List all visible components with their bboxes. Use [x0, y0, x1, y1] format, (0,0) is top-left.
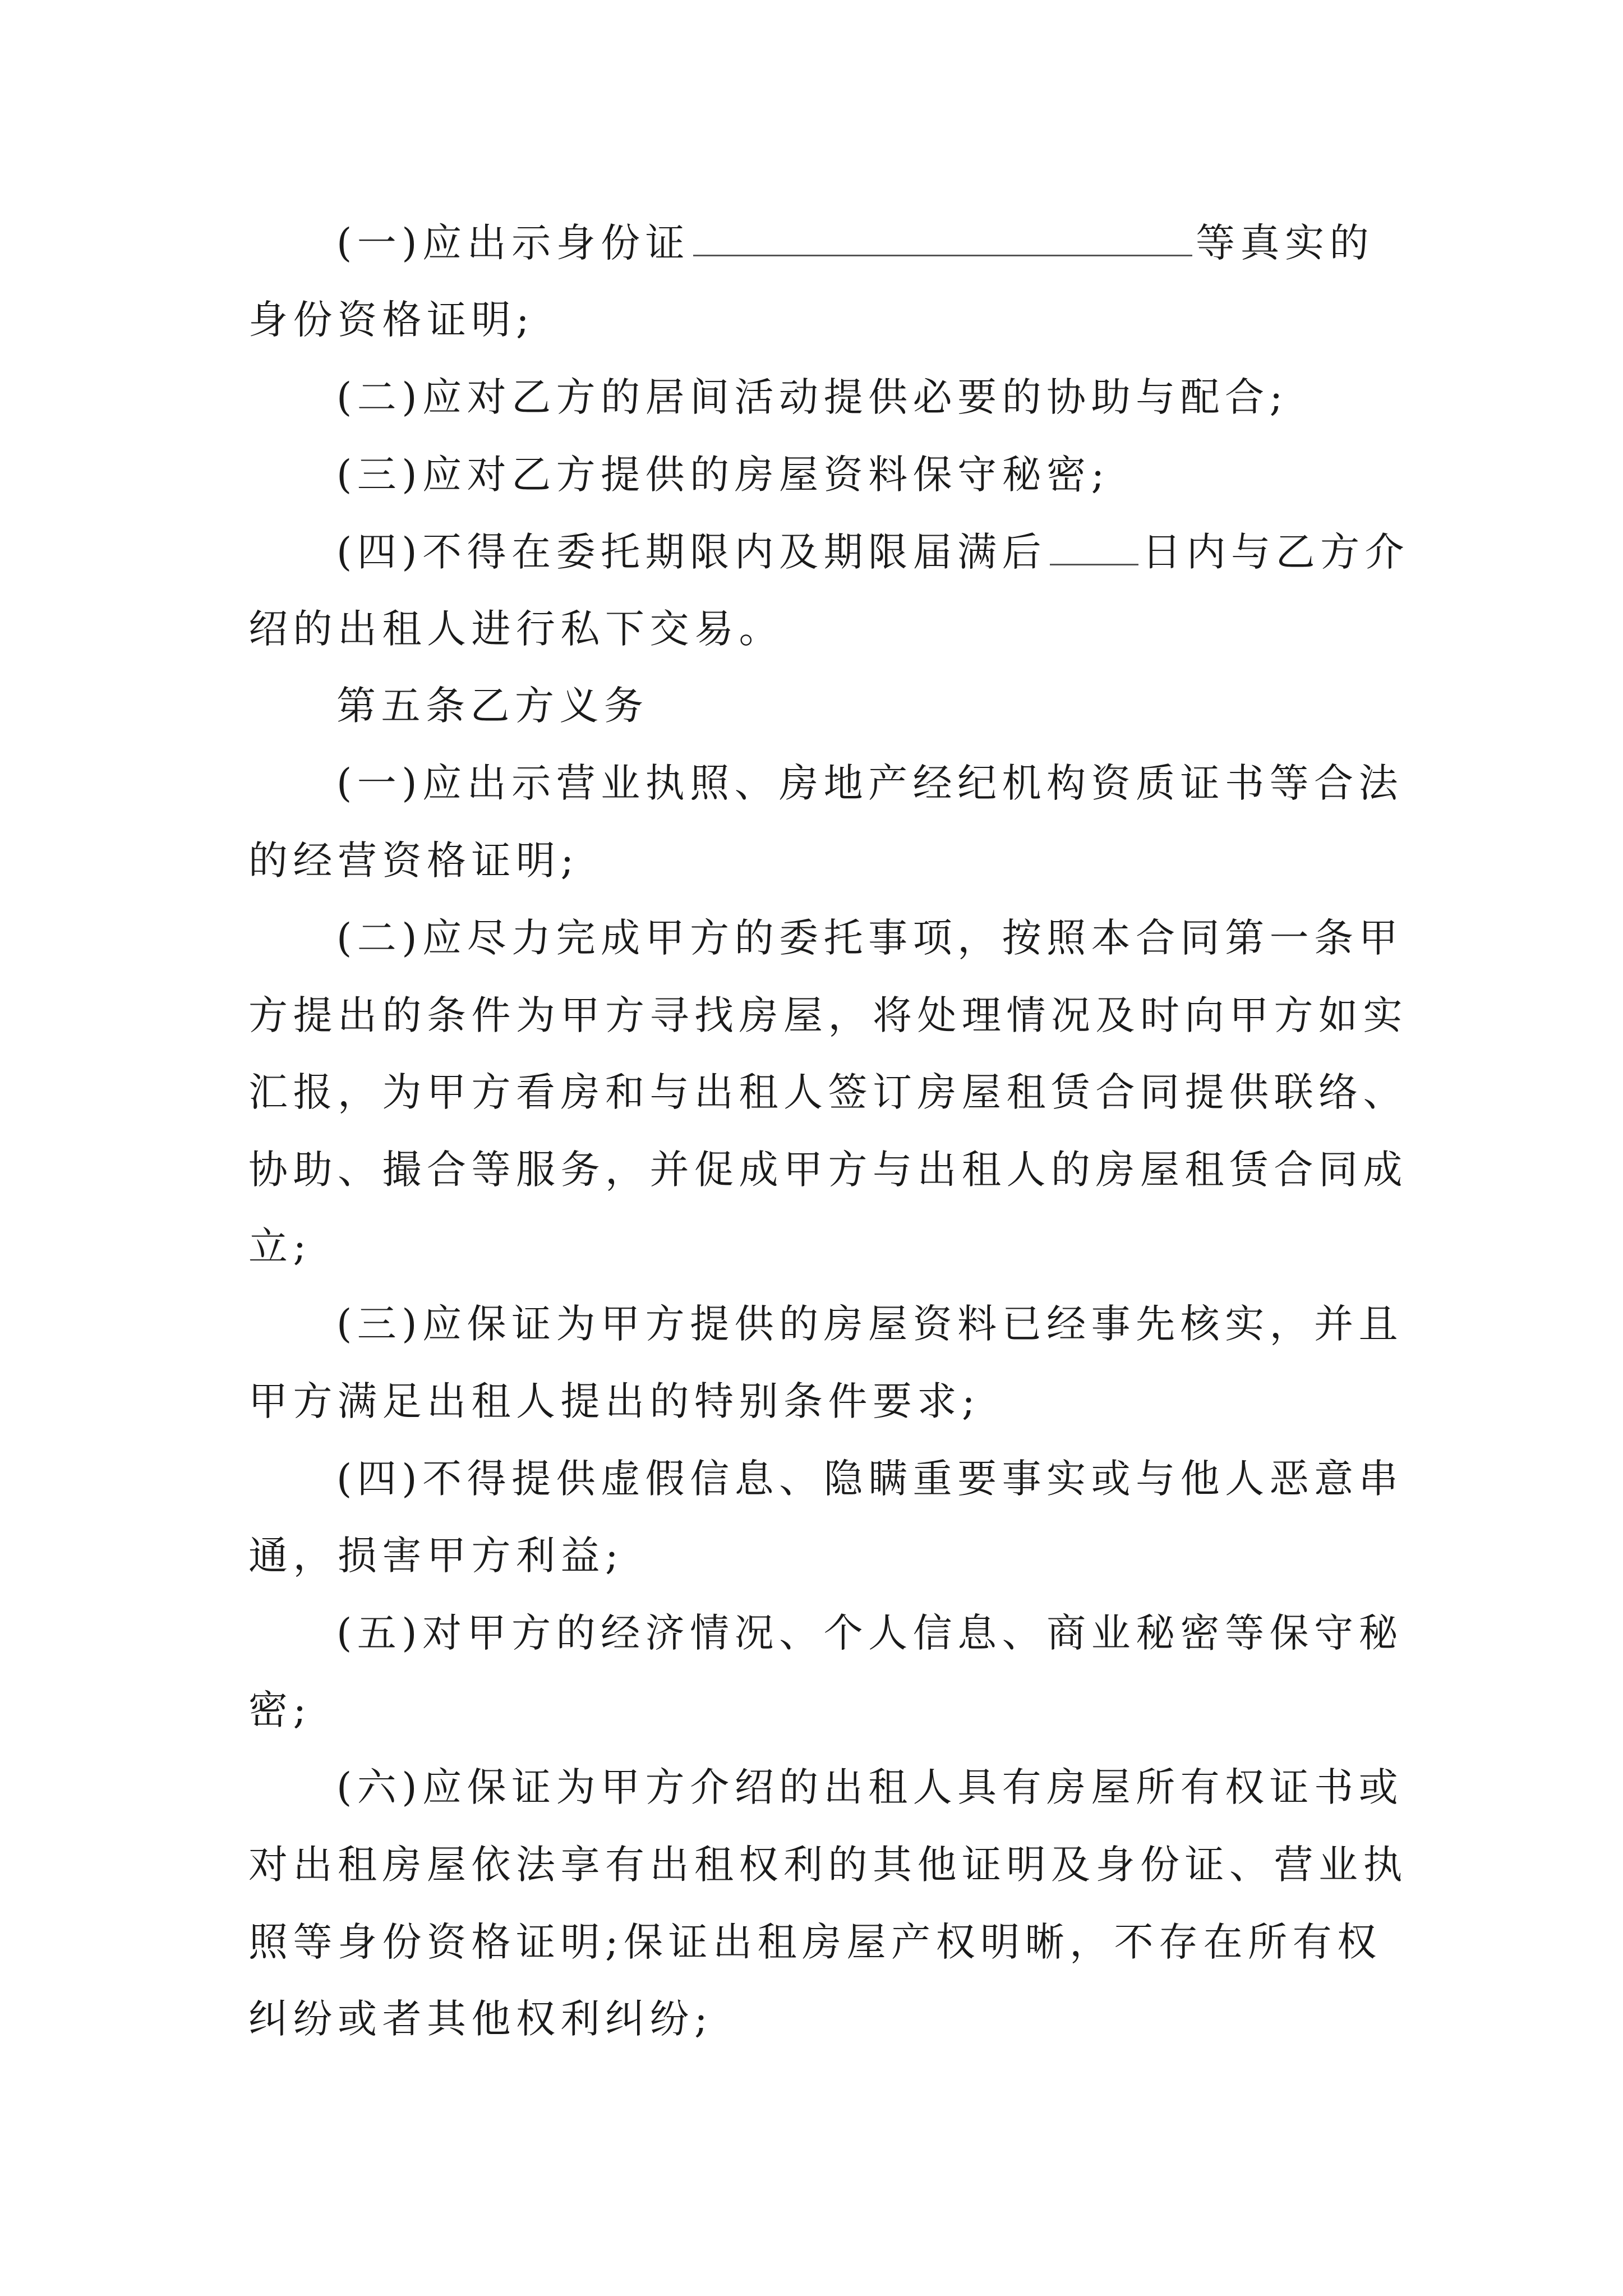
paragraph-line: (六)应保证为甲方介绍的出租人具有房屋所有权证书或: [336, 1764, 1404, 1810]
paragraph-line: (一)应出示营业执照、房地产经纪机构资质证书等合法: [336, 760, 1404, 806]
paragraph-line: 的经营资格证明;: [248, 838, 579, 884]
paragraph-line: [336, 525, 1409, 579]
paragraph-line: 通，损害甲方利益;: [248, 1533, 624, 1579]
paragraph-line: 纠纷或者其他权利纠纷;: [248, 1996, 713, 2042]
paragraph-line: 方提出的条件为甲方寻找房屋，将处理情况及时向甲方如实: [248, 992, 1408, 1038]
paragraph-line: 密;: [248, 1687, 312, 1733]
paragraph-line: 立;: [248, 1223, 312, 1269]
paragraph-line: (二)应尽力完成甲方的委托事项，按照本合同第一条甲: [336, 915, 1404, 961]
section-heading: 第五条乙方义务: [336, 683, 649, 729]
fill-in-blank: [1050, 530, 1138, 565]
paragraph-line: 协助、撮合等服务，并促成甲方与出租人的房屋租赁合同成: [248, 1147, 1408, 1193]
paragraph-line: (四)不得提供虚假信息、隐瞒重要事实或与他人恶意串: [336, 1456, 1404, 1502]
paragraph-line: 汇报，为甲方看房和与出租人签订房屋租赁合同提供联络、: [248, 1069, 1408, 1115]
paragraph-line: (三)应对乙方提供的房屋资料保守秘密;: [336, 452, 1110, 498]
paragraph-line: (五)对甲方的经济情况、个人信息、商业秘密等保守秘: [336, 1610, 1404, 1656]
paragraph-line: 照等身份资格证明;保证出租房屋产权明晰，不存在所有权: [248, 1919, 1382, 1965]
paragraph-line: 绍的出租人进行私下交易。: [248, 606, 783, 652]
fill-in-blank: [693, 221, 1192, 256]
paragraph-line: [336, 216, 1374, 270]
paragraph-line: 甲方满足出租人提出的特别条件要求;: [248, 1378, 981, 1424]
paragraph-line: (三)应保证为甲方提供的房屋资料已经事先核实，并且: [336, 1301, 1404, 1347]
paragraph-line: 身份资格证明;: [248, 297, 535, 343]
text-segment: (四)不得在委托期限内及期限届满后: [336, 529, 1047, 575]
text-segment: (一)应出示身份证: [336, 220, 690, 266]
paragraph-line: (二)应对乙方的居间活动提供必要的协助与配合;: [336, 374, 1288, 420]
text-segment: 等真实的: [1196, 220, 1375, 266]
paragraph-line: 对出租房屋依法享有出租权利的其他证明及身份证、营业执: [248, 1842, 1408, 1888]
text-segment: 日内与乙方介: [1142, 529, 1410, 575]
